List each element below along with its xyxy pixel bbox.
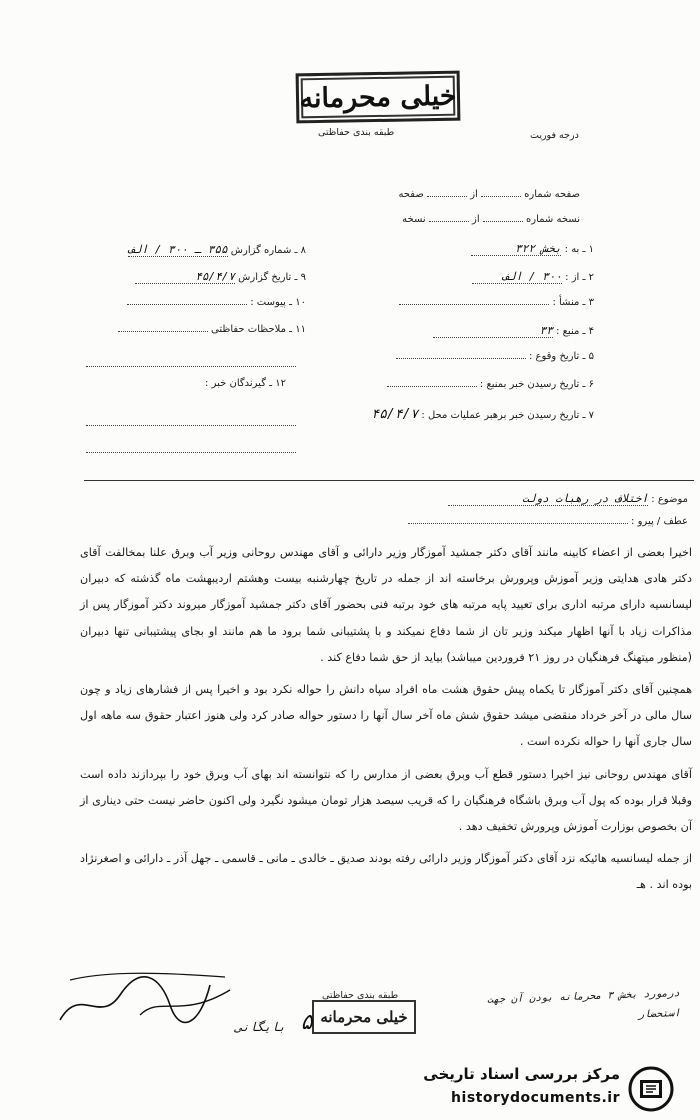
field-received-source-value <box>387 386 477 387</box>
classification-label: طبقه بندی حفاظتی <box>318 127 395 138</box>
field-recipients-label: ۱۲ ـ گیرندگان خبر : <box>205 378 286 389</box>
field-security-notes <box>86 324 306 335</box>
field-occurrence-date-label: ۵ ـ تاریخ وقوع : <box>528 351 594 362</box>
field-from <box>354 270 594 284</box>
field-from-value: ۳۰۰ / الف <box>472 270 562 284</box>
field-source-label: ۴ ـ منبع : <box>556 326 594 337</box>
field-source <box>354 324 594 338</box>
copy-label: نسخه <box>402 214 426 225</box>
field-to-value: بخش ۳۲۲ <box>471 242 561 256</box>
field-origin-label: ۳ ـ منشأ : <box>552 297 594 308</box>
field-to <box>354 242 594 256</box>
dotted-line <box>86 425 296 426</box>
copy-from-label: از <box>472 214 480 225</box>
watermark-org: مرکز بررسی اسناد تاریخی <box>423 1065 620 1083</box>
reference-label: عطف / پیرو : <box>631 516 688 527</box>
field-received-source <box>334 379 594 390</box>
page-number-row <box>380 189 580 200</box>
field-report-number-label: ۸ ـ شماره گزارش <box>230 245 306 256</box>
footer-classification-stamp: خیلی محرمانه <box>312 1000 416 1034</box>
field-report-date <box>86 270 306 284</box>
field-attachment <box>86 297 306 308</box>
footer-classification-label: طبقه بندی حفاظتی <box>322 990 399 1001</box>
subject-label: موضوع : <box>651 494 688 505</box>
field-report-date-value: ۴۵/۴/۷ <box>135 270 235 284</box>
body-paragraph: آقای مهندس روحانی نیز اخیرا دستور قطع آب وبرق بعضی از مدارس را که نتوانسته اند بهای آب وبرق خود را بپردازند داده است وقبلا قرار بوده که پول آب وبرق باشگاه فرهنگیان را که قریب سیصد هزار تومان میشود نگیرد ولی اکنون حاضر نیست حتی دیناری از آن بخصوص بوزارت آموزش وپرورش تخفیف دهد . <box>80 767 692 834</box>
field-received-leader-label: ۷ ـ تاریخ رسیدن خبر برهبر عملیات محل : <box>421 410 594 421</box>
footer-number: ۵ <box>300 1010 314 1035</box>
field-to-label: ۱ ـ به : <box>564 244 594 255</box>
archive-logo-icon <box>628 1066 674 1112</box>
field-occurrence-date <box>354 351 594 362</box>
page-number-label: صفحه شماره <box>524 189 580 200</box>
subject-row <box>288 492 688 506</box>
dotted-line <box>86 366 296 367</box>
field-source-value: ۳۳ <box>433 324 553 338</box>
body-paragraph: همچنین آقای دکتر آموزگار تا یکماه پیش حقوق هشت ماه افراد سپاه دانش را حواله نکرد بود و اخیرا پس از فشارهای زیاد و چون سال مالی در آخر خرداد منقضی میشد حقوق شش ماه آخر سال آنها را دستور حواله صادر کرد ولی هنوز اعتبار حقوق سه ماهه اول سال جاری آنها را حواله نکرده است . <box>80 683 692 749</box>
dotted-line <box>86 452 296 453</box>
subject-value: اختلاف در رهبات دولت <box>448 492 648 506</box>
field-security-notes-label: ۱۱ ـ ملاحظات حفاظتی <box>211 324 306 335</box>
body-paragraph: اخیرا بعضی از اعضاء کابینه مانند آقای دکتر جمشید آموزگار وزیر دارائی و آقای مهندس روحانی وزیر آب وبرق علنا بمخالفت آقای دکتر هادی هدایتی وزیر آموزش وپرورش برخاسته اند از جمله در تاریخ چهارشنبه بیست وهشتم اردیبهشت ماه گذشته که دبیران لیسانسیه دارای مرتبه اداری برای تعیید پایه مرتبه های خود برتبه فنی بحضور آقای دکتر جمشید آموزگار میروند دکتر آموزگار پس از مذاکرات زیاد با آنها اظهار میکند وزیر تان از شما دفاع نمیکند و با پشتیبانی شما برود ما هم مانند او بجای پیشتیبانی تنها دبیران (منظور میتهنگ فرهنگیان در روز ۲۱ فروردین میباشد) بیاید از حق شما دفاع کند . <box>80 546 692 664</box>
field-report-number <box>86 243 306 257</box>
priority-label: درجه فوریت <box>530 130 579 141</box>
field-origin <box>354 297 594 308</box>
field-report-number-value: ۳۵۵ ـ ۳۰۰ / الف <box>128 243 228 256</box>
field-received-leader-value: ۴۵/۴/۷ <box>371 407 419 422</box>
handwritten-note-left: بایگانی <box>235 1020 286 1034</box>
copy-number-row <box>380 214 580 225</box>
report-body <box>80 540 692 905</box>
field-origin-value <box>399 304 549 305</box>
signature-scribble <box>50 965 240 1040</box>
field-report-date-label: ۹ ـ تاریخ گزارش <box>238 272 306 283</box>
reference-row <box>288 516 688 527</box>
field-from-label: ۲ ـ از : <box>565 272 594 283</box>
watermark-site: historydocuments.ir <box>451 1090 620 1106</box>
body-paragraph: از جمله لیسانسیه هائیکه نزد آقای دکتر آموزگار وزیر دارائی رفته بودند صدیق ـ خالدی ـ مانی ـ قاسمی ـ جهل آذر ـ دارائی و اصغرنژاد بوده اند . هـ <box>80 852 692 892</box>
field-received-source-label: ۶ ـ تاریخ رسیدن خبر بمنبع : <box>479 379 594 390</box>
handwritten-note-right: درمورد بخش ۳ محرمانه بودن آن جهت استحضار <box>486 987 681 1021</box>
field-recipients <box>86 378 286 389</box>
copy-number-label: نسخه شماره <box>526 214 580 225</box>
field-attachment-label: ۱۰ ـ پیوست : <box>250 297 306 308</box>
section-divider <box>84 480 694 481</box>
field-received-leader <box>254 407 594 422</box>
from-label: از <box>470 189 478 200</box>
field-attachment-value <box>127 304 247 305</box>
classification-stamp: خیلی محرمانه <box>296 71 461 124</box>
field-occurrence-date-value <box>396 358 526 359</box>
page-label: صفحه <box>398 189 424 200</box>
field-security-notes-value <box>118 331 208 332</box>
